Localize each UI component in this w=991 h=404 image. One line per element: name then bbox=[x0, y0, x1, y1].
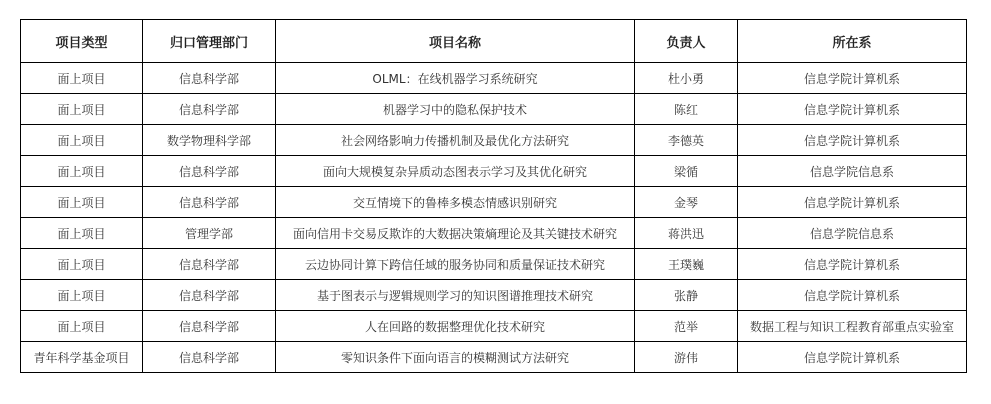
cell-affiliation: 信息学院计算机系 bbox=[738, 94, 967, 125]
table-row bbox=[21, 218, 967, 249]
table-row bbox=[21, 156, 967, 187]
cell-project-name: 机器学习中的隐私保护技术 bbox=[276, 94, 635, 125]
cell-department: 信息科学部 bbox=[143, 94, 276, 125]
cell-affiliation: 信息学院计算机系 bbox=[738, 342, 967, 373]
cell-leader: 范举 bbox=[635, 311, 738, 342]
cell-project-name: 基于图表示与逻辑规则学习的知识图谱推理技术研究 bbox=[276, 280, 635, 311]
cell-project-name: 社会网络影响力传播机制及最优化方法研究 bbox=[276, 125, 635, 156]
cell-project-type: 面上项目 bbox=[21, 125, 143, 156]
table-row bbox=[21, 249, 967, 280]
cell-department: 管理学部 bbox=[143, 218, 276, 249]
cell-project-type: 面上项目 bbox=[21, 249, 143, 280]
header-leader: 负责人 bbox=[635, 20, 738, 63]
header-affiliation: 所在系 bbox=[738, 20, 967, 63]
cell-project-type: 面上项目 bbox=[21, 218, 143, 249]
table-row bbox=[21, 187, 967, 218]
cell-leader: 梁循 bbox=[635, 156, 738, 187]
cell-project-name: 面向信用卡交易反欺诈的大数据决策熵理论及其关键技术研究 bbox=[276, 218, 635, 249]
cell-leader: 游伟 bbox=[635, 342, 738, 373]
cell-project-type: 面上项目 bbox=[21, 156, 143, 187]
cell-project-type: 青年科学基金项目 bbox=[21, 342, 143, 373]
cell-department: 数学物理科学部 bbox=[143, 125, 276, 156]
cell-leader: 李德英 bbox=[635, 125, 738, 156]
table-row bbox=[21, 125, 967, 156]
header-project-name: 项目名称 bbox=[276, 20, 635, 63]
cell-affiliation: 信息学院信息系 bbox=[738, 218, 967, 249]
cell-department: 信息科学部 bbox=[143, 311, 276, 342]
cell-project-type: 面上项目 bbox=[21, 311, 143, 342]
cell-project-type: 面上项目 bbox=[21, 94, 143, 125]
table-row bbox=[21, 94, 967, 125]
cell-affiliation: 信息学院计算机系 bbox=[738, 125, 967, 156]
cell-department: 信息科学部 bbox=[143, 187, 276, 218]
cell-project-type: 面上项目 bbox=[21, 187, 143, 218]
cell-leader: 蒋洪迅 bbox=[635, 218, 738, 249]
table-row bbox=[21, 280, 967, 311]
cell-project-type: 面上项目 bbox=[21, 280, 143, 311]
cell-department: 信息科学部 bbox=[143, 280, 276, 311]
cell-project-name: OLML：在线机器学习系统研究 bbox=[276, 63, 635, 94]
header-row bbox=[21, 20, 967, 63]
cell-department: 信息科学部 bbox=[143, 249, 276, 280]
table-row bbox=[21, 63, 967, 94]
cell-leader: 金琴 bbox=[635, 187, 738, 218]
cell-affiliation: 信息学院计算机系 bbox=[738, 187, 967, 218]
cell-leader: 王璞巍 bbox=[635, 249, 738, 280]
cell-department: 信息科学部 bbox=[143, 342, 276, 373]
table-row bbox=[21, 311, 967, 342]
cell-affiliation: 信息学院计算机系 bbox=[738, 249, 967, 280]
table-header bbox=[21, 20, 967, 63]
header-project-type: 项目类型 bbox=[21, 20, 143, 63]
cell-leader: 杜小勇 bbox=[635, 63, 738, 94]
header-department: 归口管理部门 bbox=[143, 20, 276, 63]
cell-project-name: 人在回路的数据整理优化技术研究 bbox=[276, 311, 635, 342]
cell-project-name: 云边协同计算下跨信任域的服务协同和质量保证技术研究 bbox=[276, 249, 635, 280]
cell-project-name: 交互情境下的鲁棒多模态情感识别研究 bbox=[276, 187, 635, 218]
cell-department: 信息科学部 bbox=[143, 63, 276, 94]
cell-department: 信息科学部 bbox=[143, 156, 276, 187]
cell-project-name: 零知识条件下面向语言的模糊测试方法研究 bbox=[276, 342, 635, 373]
cell-project-name: 面向大规模复杂异质动态图表示学习及其优化研究 bbox=[276, 156, 635, 187]
project-table bbox=[20, 19, 967, 373]
cell-affiliation: 数据工程与知识工程教育部重点实验室 bbox=[738, 311, 967, 342]
table-body bbox=[21, 63, 967, 373]
cell-affiliation: 信息学院计算机系 bbox=[738, 280, 967, 311]
cell-leader: 张静 bbox=[635, 280, 738, 311]
cell-affiliation: 信息学院计算机系 bbox=[738, 63, 967, 94]
cell-project-type: 面上项目 bbox=[21, 63, 143, 94]
table-row bbox=[21, 342, 967, 373]
cell-affiliation: 信息学院信息系 bbox=[738, 156, 967, 187]
project-table-container bbox=[20, 19, 967, 373]
cell-leader: 陈红 bbox=[635, 94, 738, 125]
